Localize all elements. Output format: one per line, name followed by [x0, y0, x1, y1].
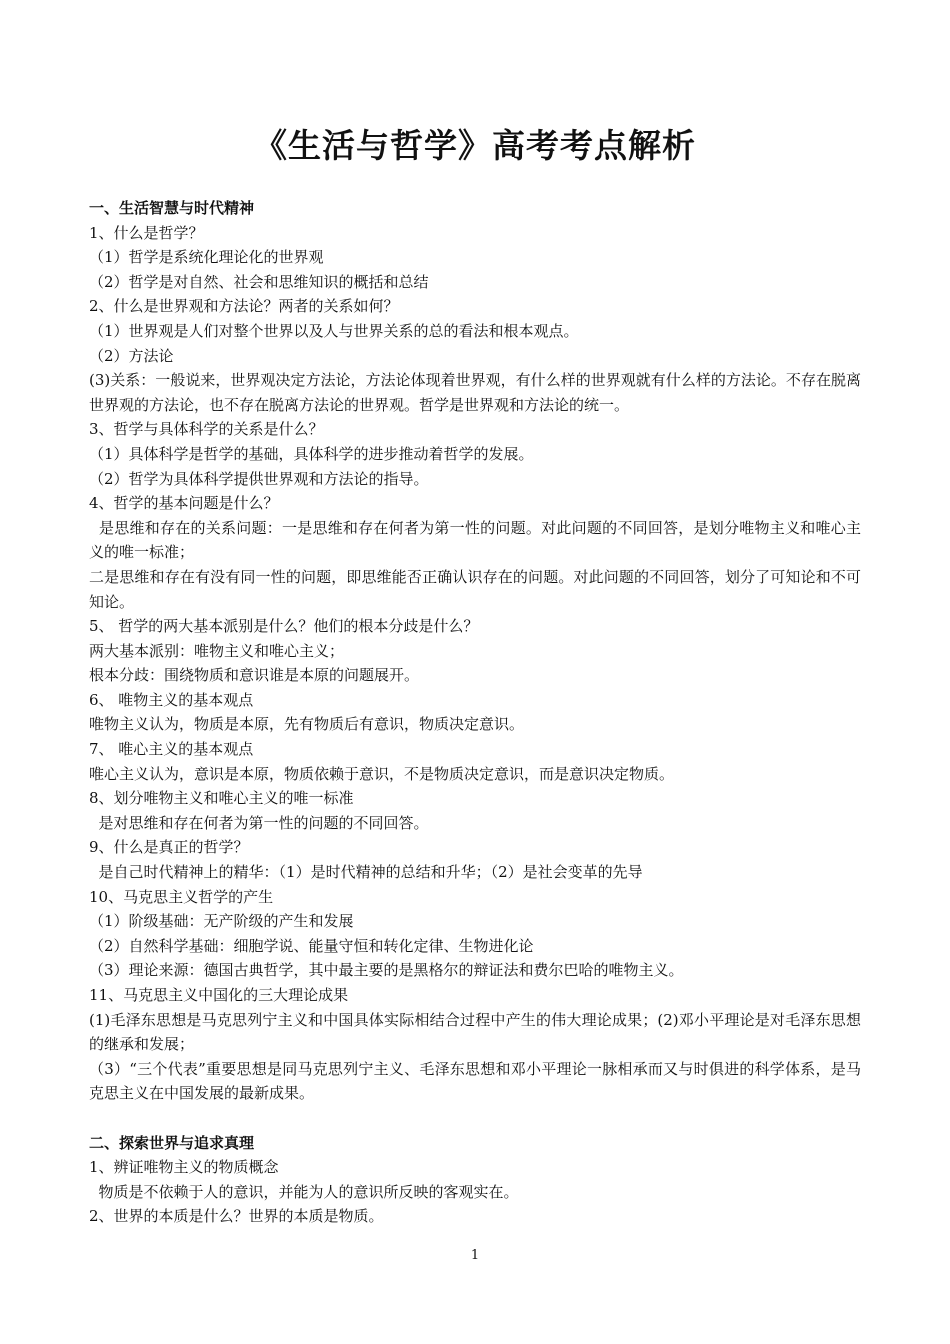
- paragraph-line: 唯心主义认为，意识是本原，物质依赖于意识，不是物质决定意识，而是意识决定物质。: [89, 764, 675, 783]
- paragraph-line: 是自己时代精神上的精华：（1）是时代精神的总结和升华；（2）是社会变革的先导: [89, 863, 643, 882]
- section-heading: 一、生活智慧与时代精神: [89, 199, 255, 217]
- paragraph-line: 8、划分唯物主义和唯心主义的唯一标准: [89, 789, 354, 808]
- paragraph-line: （2）哲学是对自然、社会和思维知识的概括和总结: [89, 272, 429, 291]
- paragraph-line: 是思维和存在的关系问题：一是思维和存在何者为第一性的问题。对此问题的不同回答，是划分唯物主义和唯心主义的唯一标准；: [89, 518, 861, 562]
- paragraph-line: 10、马克思主义哲学的产生: [89, 887, 274, 906]
- document-title: 《生活与哲学》高考考点解析: [254, 126, 696, 166]
- paragraph-line: 物质是不依赖于人的意识，并能为人的意识所反映的客观实在。: [89, 1182, 519, 1201]
- paragraph-line: 是对思维和存在何者为第一性的问题的不同回答。: [89, 813, 429, 832]
- paragraph-line: (3)关系：一般说来，世界观决定方法论，方法论体现着世界观，有什么样的世界观就有什么样的方法论。不存在脱离世界观的方法论，也不存在脱离方法论的世界观。哲学是世界观和方法论的统一。: [89, 371, 861, 414]
- paragraph-line: （2）方法论: [89, 346, 174, 365]
- paragraph-line: 1、什么是哲学？: [89, 223, 204, 242]
- paragraph-line: (1)毛泽东思想是马克思列宁主义和中国具体实际相结合过程中产生的伟大理论成果；(2)邓小平理论是对毛泽东思想的继承和发展；: [89, 1010, 861, 1054]
- paragraph-line: 二是思维和存在有没有同一性的问题，即思维能否正确认识存在的问题。对此问题的不同回答，划分了可知论和不可知论。: [89, 567, 861, 611]
- paragraph-line: （3）理论来源：德国古典哲学，其中最主要的是黑格尔的辩证法和费尔巴哈的唯物主义。: [89, 961, 684, 980]
- paragraph-line: 2、什么是世界观和方法论？两者的关系如何？: [89, 297, 399, 316]
- paragraph-line: （2）哲学为具体科学提供世界观和方法论的指导。: [89, 469, 429, 488]
- paragraph-line: （1）世界观是人们对整个世界以及人与世界关系的总的看法和根本观点。: [89, 321, 579, 340]
- paragraph-line: 根本分歧：围绕物质和意识谁是本原的问题展开。: [89, 666, 420, 685]
- paragraph-line: （3）“三个代表”重要思想是同马克思列宁主义、毛泽东思想和邓小平理论一脉相承而又与时俱进的科学体系，是马克思主义在中国发展的最新成果。: [89, 1059, 861, 1103]
- section-heading: 二、探索世界与追求真理: [89, 1133, 255, 1152]
- section-spacer: [89, 1106, 861, 1131]
- paragraph-line: 3、哲学与具体科学的关系是什么？: [89, 420, 324, 439]
- paragraph-line: 7、 唯心主义的基本观点: [89, 740, 254, 759]
- paragraph-line: 2、世界的本质是什么？世界的本质是物质。: [89, 1207, 384, 1226]
- paragraph-line: 1、辨证唯物主义的物质概念: [89, 1158, 279, 1177]
- paragraph-line: （1）阶级基础：无产阶级的产生和发展: [89, 912, 354, 931]
- paragraph-line: （1）哲学是系统化理论化的世界观: [89, 248, 324, 267]
- page-number: 1: [470, 1248, 480, 1263]
- paragraph-line: 4、哲学的基本问题是什么？: [89, 494, 279, 513]
- paragraph-line: 9、什么是真正的哲学？: [89, 838, 249, 857]
- paragraph-line: 6、 唯物主义的基本观点: [89, 690, 254, 709]
- paragraph-line: （2）自然科学基础：细胞学说、能量守恒和转化定律、生物进化论: [89, 936, 534, 955]
- document-body: [89, 196, 861, 1229]
- paragraph-line: 11、马克思主义中国化的三大理论成果: [89, 986, 349, 1004]
- paragraph-line: 5、 哲学的两大基本派别是什么？他们的根本分歧是什么？: [89, 617, 479, 636]
- paragraph-line: 两大基本派别：唯物主义和唯心主义；: [89, 641, 345, 660]
- paragraph-line: 唯物主义认为，物质是本原，先有物质后有意识，物质决定意识。: [89, 715, 525, 734]
- paragraph-line: （1）具体科学是哲学的基础，具体科学的进步推动着哲学的发展。: [89, 444, 534, 463]
